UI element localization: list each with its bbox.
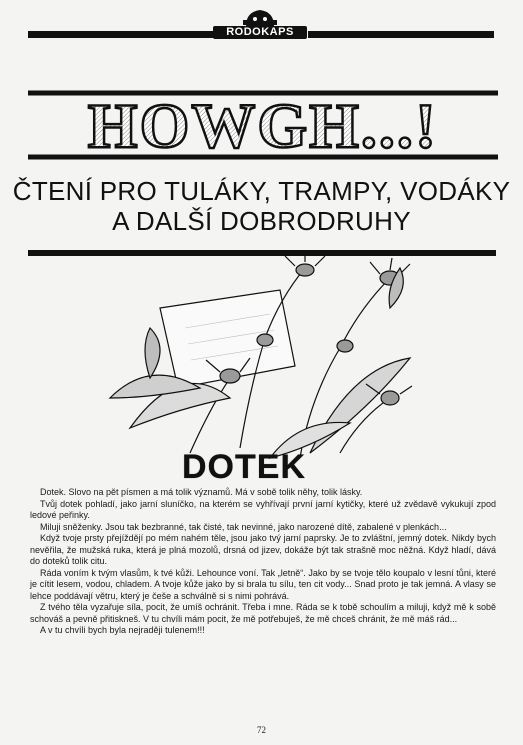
article-paragraph: Ráda voním k tvým vlasům, k tvé kůži. Lehounce voní. Tak „letně“. Jako by se tvoje tělo koupalo v lesní tůni, které je cítit lesem, vodou, chladem. A tvoje kůže jako by si brala tu sílu, ten cit vody... Snad proto je tak jemná. A vlasy se lehce poddávají větru, který je češe a schválně si s nimi pohrává. [30,567,496,601]
article-paragraph: Miluji sněženky. Jsou tak bezbranné, tak čisté, tak nevinné, jako narozené dítě, zabalené v plenkách... [40,521,447,532]
logo-text: RODOKAPS [213,26,307,39]
article-paragraph: A v tu chvíli bych byla nejraději tulenem!!! [40,625,205,635]
page-number: 72 [257,725,266,735]
page-title [28,85,498,165]
rodokaps-logo [213,6,307,46]
header-rule-right [308,31,494,38]
article-paragraph: Z tvého těla vyzařuje síla, pocit, že umíš ochránit. Třeba i mne. Ráda se k tobě schoulím a miluji, když mě k sobě schováš a pevně přitiskneš. V tu chvíli mám pocit, že mě potřebuješ, že mě chceš chránit, že mě máš rád... [30,602,496,624]
title-graphic [28,85,498,165]
article-paragraph: Dotek. Slovo na pět písmen a má tolik významů. Má v sobě tolik něhy, tolik lásky. [40,487,363,497]
title-text: HOWGH...! [87,90,439,161]
header-rule-left [28,31,214,38]
article-paragraph: Když tvoje prsty přejíždějí po mém nahém těle, jsou jako tvý jarní paprsky. Je to zvláštní, jemný dotek. Nikdy bych nevěřila, že mužská ruka, která je plná mozolů, drsná od jizev, dokáže být tak strašně moc něžná. Když hladí, dává do doteků tolik citu. [30,533,496,566]
subtitle-line-2: A DALŠÍ DOBRODRUHY [112,206,411,236]
article-heading: DOTEK [182,448,306,486]
subtitle-line-1: ČTENÍ PRO TULÁKY, TRAMPY, VODÁKY [12,176,511,206]
logo-figure-icon [213,6,307,28]
article-body [30,487,496,637]
article-paragraph: Tvůj dotek pohladí, jako jarní sluníčko, na kterém se vyhřívají první jarní kytičky, které už zvědavě vykukují zpod ledové peřinky. [30,498,496,520]
